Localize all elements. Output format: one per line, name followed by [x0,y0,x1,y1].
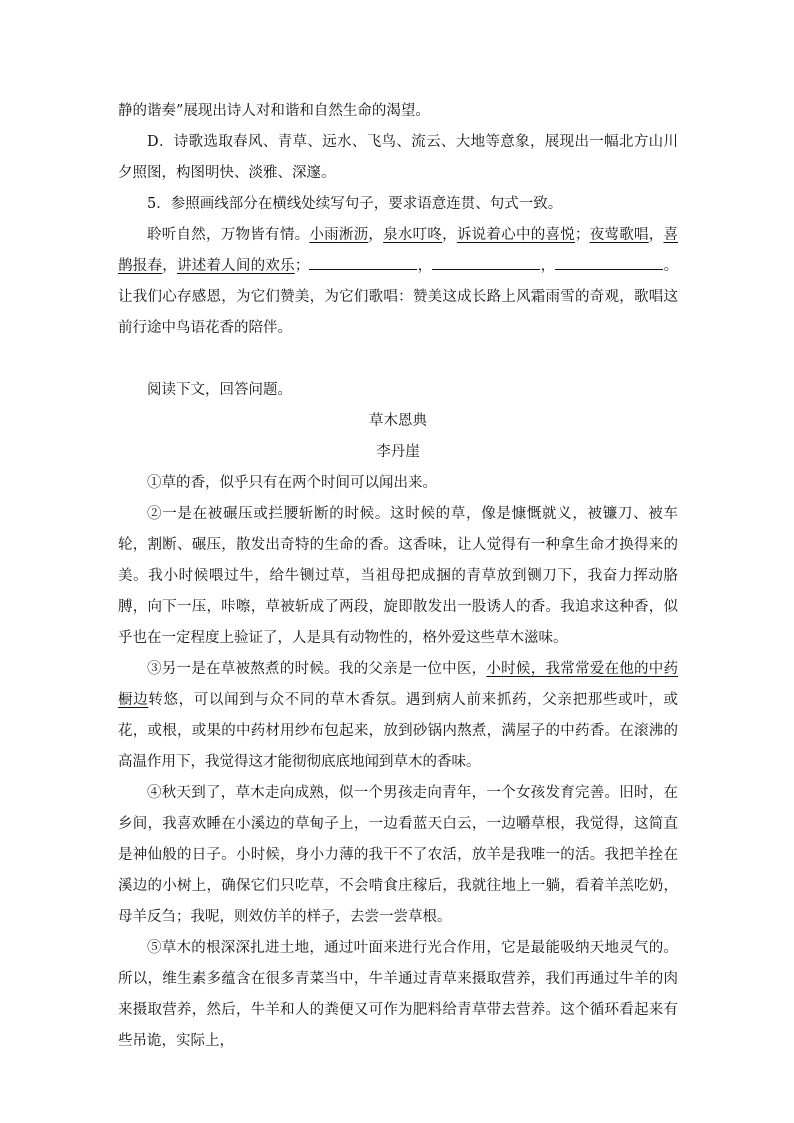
underlined-phrase: 夜莺歌唱 [589,227,649,243]
q5-prompt: 5．参照画线部分在横线处续写句子，要求语意连贯、句式一致。 [147,196,563,212]
punct: ， [162,258,177,274]
answer-blank-3[interactable] [555,255,663,270]
article-paragraph-4: ④秋天到了，草木走向成熟，似一个男孩走向青年，一个女孩发育完善。旧时，在乡间，我喜欢睡在小溪边的草甸子上，一边看蓝天白云，一边嚼草根，我觉得，这简直是神仙般的日子。小时候，身小力薄的我干不了农活，放羊是我唯一的活。我把羊拴在溪边的小树上，确保它们只吃草，不会啃食庄稼后，我就往地上一躺，看着羊羔吃奶，母羊反刍；我呢，则效仿羊的样子，去尝一尝草根。 [118,785,678,925]
reading-prompt: 阅读下文，回答问题。 [147,382,292,398]
punct: ， [442,227,457,243]
q5-passage [118,220,678,344]
punct: ， [648,227,664,243]
article-paragraph-1: ①草的香，似乎只有在两个时间可以闻出来。 [147,475,437,491]
q5-after: 。让我们心存感恩，为它们赞美，为它们歌唱：赞美这成长路上风霜雨雪的奇观，歌唱这前行途中鸟语花香的陪伴。 [118,258,679,336]
punct: ， [540,258,556,274]
punct: ； [574,227,590,243]
underlined-phrase: 讲述着人间的欢乐 [176,258,295,274]
p3-before: ③另一是在草被熬煮的时候。我的父亲是一位中医， [147,661,487,677]
underlined-phrase: 小雨淅沥 [309,227,369,243]
article-title: 草木恩典 [369,413,427,429]
article-paragraph-2: ②一是在被碾压或拦腰斩断的时候。这时候的草，像是慷慨就义，被镰刀、被车轮，割断、碾压，散发出奇特的生命的香。这香味，让人觉得有一种拿生命才换得来的美。我小时候喂过牛，给牛铡过草，当祖母把成捆的青草放到铡刀下，我奋力挥动胳膊，向下一压，咔嚓，草被斩成了两段，旋即散发出一股诱人的香。我追求这种香，似乎也在一定程度上验证了，人是具有动物性的，格外爱这些草木滋味。 [118,506,678,646]
document-page [118,96,678,1057]
underlined-phrase: 喜鹊报春 [118,227,679,274]
punct: ， [417,258,433,274]
article-paragraph-3 [118,654,678,778]
q4-tail: 静的谐奏”展现出诗人对和谐和自然生命的渴望。 [118,103,430,119]
q4-option-d: D．诗歌选取春风、青草、远水、飞鸟、流云、大地等意象，展现出一幅北方山川夕照图，构图明快、淡雅、深邃。 [118,134,678,181]
article-paragraph-5: ⑤草木的根深深扎进土地，通过叶面来进行光合作用，它是最能吸纳天地灵气的。所以，维生素多蕴含在很多青菜当中，牛羊通过青草来摄取营养，我们再通过牛羊的肉来摄取营养，然后，牛羊和人的粪便又可作为肥料给青草带去营养。这个循环看起来有些吊诡，实际上， [118,940,678,1049]
section-gap [118,344,678,375]
underlined-phrase: 诉说着心中的喜悦 [456,227,575,243]
punct: ； [294,258,310,274]
article-author: 李丹崖 [376,444,420,460]
p3-after: 转悠，可以闻到与众不同的草木香氛。遇到病人前来抓药，父亲把那些或叶，或花，或根，或果的中药材用纱布包起来，放到砂锅内熬煮，满屋子的中药香。在滚沸的高温作用下，我觉得这才能彻彻底底地闻到草木的香味。 [118,692,679,770]
underlined-sentence: 小时候，我常常爱在他的中药橱边 [118,661,679,708]
punct: ， [368,227,384,243]
answer-blank-1[interactable] [309,255,417,270]
underlined-phrase: 泉水叮咚 [383,227,443,243]
q5-lead: 聆听自然，万物皆有情。 [147,227,310,243]
answer-blank-2[interactable] [432,255,540,270]
